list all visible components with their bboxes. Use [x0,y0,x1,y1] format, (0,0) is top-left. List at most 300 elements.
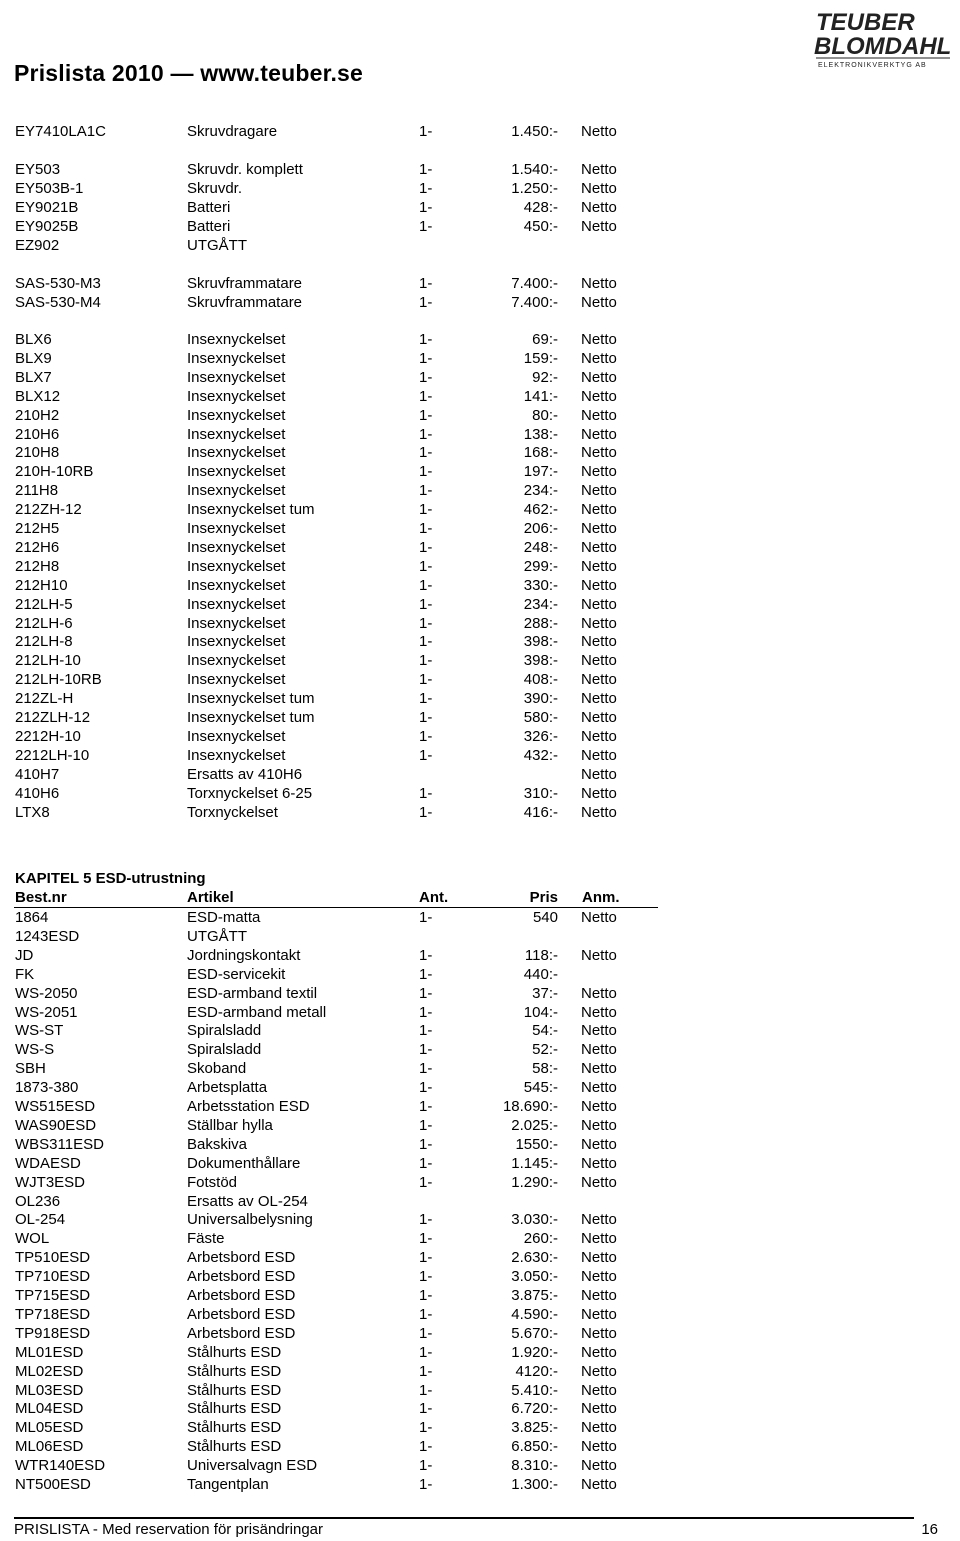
price-cell: 104:- [523,1003,558,1021]
part-number-cell: WBS311ESD [15,1135,104,1153]
price-cell: 37:- [532,984,558,1002]
quantity-cell: 1- [419,1343,433,1361]
part-number-cell: 212LH-10 [15,652,81,670]
article-cell: Arbetsbord ESD [187,1287,296,1304]
note-cell: Netto [581,1079,617,1097]
note-cell: Netto [581,765,617,783]
table-row [0,1324,700,1343]
article-cell: Bakskiva [187,1135,248,1153]
part-number-cell: ML04ESD [15,1400,84,1418]
quantity-cell: 1- [419,1438,433,1456]
article-cell: Insexnyckelset tum [187,501,315,519]
table-row [0,1003,700,1022]
note-cell: Netto [581,1362,617,1380]
article-cell: ESD-armband metall [187,1003,327,1021]
part-number-cell: EY9021B [15,198,79,216]
note-cell: Netto [581,614,617,632]
part-number-cell: 210H-10RB [15,463,94,481]
note-cell: Netto [581,1249,617,1267]
price-cell: 398:- [523,633,558,651]
part-number-cell: SBH [15,1060,46,1078]
article-cell: Insexnyckelset [187,576,286,594]
article-cell: Skruvframmatare [187,293,303,311]
quantity-cell: 1- [419,1305,433,1323]
article-cell: Insexnyckelset [187,482,286,500]
header-pris: Pris [529,889,558,906]
table-row [0,1437,700,1456]
part-number-cell: 211H8 [15,482,59,500]
note-cell: Netto [581,349,617,367]
part-number-cell: WS-2050 [15,984,78,1002]
quantity-cell: 1- [419,1419,433,1437]
logo-tagline: ELEKTRONIKVERKTYG AB [818,62,927,69]
part-number-cell: WAS90ESD [15,1116,97,1134]
quantity-cell: 1- [419,690,433,708]
article-cell: Insexnyckelset [187,368,286,386]
note-cell: Netto [581,1438,617,1456]
table-row [0,1021,700,1040]
quantity-cell: 1- [419,1135,433,1153]
article-cell: ESD-servicekit [187,965,286,983]
article-cell: Insexnyckelset [187,557,286,575]
part-number-cell: 410H7 [15,765,60,783]
note-cell: Netto [581,727,617,745]
note-cell: Netto [581,784,617,802]
article-cell: Arbetsbord ESD [187,1268,296,1286]
table-row [0,368,700,387]
page-number: 16 [921,1521,938,1538]
quantity-cell: 1- [419,576,433,594]
table-row [0,1267,700,1286]
part-number-cell: 410H6 [15,784,60,802]
note-cell: Netto [581,293,617,311]
table-row [0,406,700,425]
part-number-cell: NT500ESD [15,1476,91,1493]
price-cell: 432:- [523,746,558,764]
part-number-cell: 212ZL-H [15,690,74,708]
note-cell: Netto [581,803,617,821]
note-cell: Netto [581,557,617,575]
quantity-cell: 1- [419,746,433,764]
price-cell: 7.400:- [511,275,558,292]
quantity-cell: 1- [419,803,433,821]
quantity-cell: 1- [419,1381,433,1399]
table-row [0,946,700,965]
table-row [0,443,700,462]
note-cell: Netto [581,275,617,292]
article-cell: Universalvagn ESD [187,1457,318,1475]
quantity-cell: 1- [419,179,433,197]
quantity-cell: 1- [419,1173,433,1191]
article-cell: Insexnyckelset [187,463,286,481]
part-number-cell: 1873-380 [15,1079,79,1097]
part-number-cell: OL236 [15,1192,61,1210]
note-cell: Netto [581,1116,617,1134]
note-cell: Netto [581,538,617,556]
part-number-cell: ML05ESD [15,1419,84,1437]
article-cell: Insexnyckelset [187,633,286,651]
article-cell: Spiralsladd [187,1041,262,1059]
note-cell: Netto [581,387,617,405]
part-number-cell: SAS-530-M3 [15,275,101,292]
part-number-cell: 212H6 [15,538,60,556]
part-number-cell: 210H2 [15,406,60,424]
quantity-cell: 1- [419,1116,433,1134]
table-row [0,1059,700,1078]
part-number-cell: 212ZLH-12 [15,709,91,726]
part-number-cell: JD [15,946,34,964]
article-cell: Fotstöd [187,1173,238,1191]
part-number-cell: BLX7 [15,368,52,386]
quantity-cell: 1- [419,1003,433,1021]
note-cell: Netto [581,1154,617,1172]
article-cell: Stålhurts ESD [187,1343,282,1361]
part-number-cell: EY503 [15,161,61,178]
header-ant: Ant. [419,889,449,906]
table-row [0,784,700,803]
quantity-cell: 1- [419,293,433,311]
table-row [0,1418,700,1437]
article-cell: UTGÅTT [187,236,247,254]
quantity-cell: 1- [419,909,433,926]
quantity-cell: 1- [419,387,433,405]
price-cell: 408:- [523,671,558,689]
price-cell: 138:- [523,425,558,443]
part-number-cell: ML03ESD [15,1381,84,1399]
part-number-cell: 1864 [15,909,49,926]
header-best-nr: Best.nr [15,889,67,906]
part-number-cell: WJT3ESD [15,1173,86,1191]
price-cell: 234:- [523,482,558,500]
quantity-cell: 1- [419,123,433,140]
price-cell: 580:- [523,709,558,726]
price-cell: 234:- [523,595,558,613]
table-row [0,965,700,984]
note-cell: Netto [581,1135,617,1153]
article-cell: Skruvdr. komplett [187,161,303,178]
chapter-title: KAPITEL 5 ESD-utrustning [15,870,206,887]
note-cell: Netto [581,946,617,964]
part-number-cell: WS515ESD [15,1098,96,1115]
article-cell: Insexnyckelset [187,444,286,462]
table-row [0,765,700,784]
article-cell: Fäste [187,1230,225,1248]
quantity-cell: 1- [419,1060,433,1078]
header-anm: Anm. [582,889,620,906]
part-number-cell: 210H6 [15,425,60,443]
table-row [0,1173,700,1192]
price-cell: 58:- [532,1060,558,1078]
table-row [0,1229,700,1248]
quantity-cell: 1- [419,520,433,537]
table-row [0,1362,700,1381]
note-cell: Netto [581,1211,617,1229]
quantity-cell: 1- [419,1098,433,1115]
price-cell: 390:- [523,690,558,708]
note-cell: Netto [581,1381,617,1399]
table-row [0,927,700,946]
part-number-cell: WTR140ESD [15,1457,106,1475]
price-cell: 1550:- [515,1135,558,1153]
quantity-cell: 1- [419,984,433,1002]
table-row [0,1116,700,1135]
price-cell: 326:- [523,727,558,745]
quantity-cell: 1- [419,709,433,726]
price-cell: 310:- [523,784,558,802]
note-cell: Netto [581,1457,617,1475]
quantity-cell: 1- [419,557,433,575]
note-cell: Netto [581,179,617,197]
quantity-cell: 1- [419,1154,433,1172]
quantity-cell: 1- [419,501,433,519]
article-cell: Insexnyckelset [187,538,286,556]
part-number-cell: FK [15,965,35,983]
quantity-cell: 1- [419,1457,433,1475]
quantity-cell: 1- [419,1287,433,1304]
quantity-cell: 1- [419,1476,433,1493]
price-cell: 69:- [532,331,558,348]
table-row [0,689,700,708]
price-cell: 299:- [523,557,558,575]
price-cell: 141:- [523,387,558,405]
note-cell: Netto [581,1173,617,1191]
article-cell: ESD-matta [187,909,261,926]
note-cell: Netto [581,198,617,216]
article-cell: Torxnyckelset 6-25 [187,784,313,802]
part-number-cell: EY9025B [15,217,79,235]
part-number-cell: TP510ESD [15,1249,91,1267]
price-cell: 1.290:- [511,1173,558,1191]
table-row [0,1097,700,1116]
price-cell: 3.825:- [511,1419,558,1437]
logo-line2: BLOMDAHL [814,33,952,60]
note-cell: Netto [581,1305,617,1323]
article-cell: Batteri [187,217,231,235]
quantity-cell: 1- [419,444,433,462]
note-cell: Netto [581,406,617,424]
price-cell: 428:- [523,198,558,216]
quantity-cell: 1- [419,671,433,689]
table-row [0,462,700,481]
note-cell: Netto [581,1060,617,1078]
table-row [0,576,700,595]
table-row [0,1286,700,1305]
part-number-cell: EY503B-1 [15,179,84,197]
article-cell: Insexnyckelset [187,652,286,670]
price-cell: 440:- [523,965,558,983]
quantity-cell: 1- [419,1268,433,1286]
quantity-cell: 1- [419,463,433,481]
quantity-cell: 1- [419,406,433,424]
part-number-cell: 212LH-10RB [15,671,102,689]
table-row [0,500,700,519]
article-cell: Tangentplan [187,1476,269,1493]
part-number-cell: ML02ESD [15,1362,84,1380]
table-row [0,1040,700,1059]
note-cell: Netto [581,463,617,481]
note-cell: Netto [581,1041,617,1059]
quantity-cell: 1- [419,275,433,292]
part-number-cell: TP918ESD [15,1324,91,1342]
part-number-cell: 1243ESD [15,927,80,945]
note-cell: Netto [581,331,617,348]
part-number-cell: 212ZH-12 [15,501,82,519]
table-row [0,727,700,746]
article-cell: Skruvframmatare [187,275,303,292]
note-cell: Netto [581,1324,617,1342]
article-cell: Ersatts av 410H6 [187,765,303,783]
article-cell: ESD-armband textil [187,984,318,1002]
note-cell: Netto [581,501,617,519]
part-number-cell: 212LH-5 [15,595,73,613]
quantity-cell: 1- [419,368,433,386]
price-cell: 1.300:- [511,1476,558,1493]
part-number-cell: TP718ESD [15,1305,91,1323]
part-number-cell: OL-254 [15,1211,66,1229]
price-cell: 4120:- [515,1362,558,1380]
part-number-cell: 2212LH-10 [15,746,90,764]
quantity-cell: 1- [419,1022,433,1040]
price-cell: 330:- [523,576,558,594]
price-cell: 288:- [523,614,558,632]
note-cell: Netto [581,1287,617,1304]
table-row [0,557,700,576]
note-cell: Netto [581,671,617,689]
article-cell: Stålhurts ESD [187,1362,282,1380]
price-cell: 6.720:- [511,1400,558,1418]
note-cell: Netto [581,444,617,462]
part-number-cell: ML06ESD [15,1438,84,1456]
price-cell: 4.590:- [511,1305,558,1323]
table-row [0,670,700,689]
article-cell: Insexnyckelset [187,727,286,745]
table-row [0,1475,700,1494]
price-cell: 206:- [523,520,558,537]
quantity-cell: 1- [419,349,433,367]
table-row [0,330,700,349]
quantity-cell: 1- [419,595,433,613]
price-cell: 1.450:- [511,123,558,140]
quantity-cell: 1- [419,652,433,670]
price-cell: 1.145:- [511,1154,558,1172]
table-row [0,349,700,368]
article-cell: UTGÅTT [187,927,247,945]
quantity-cell: 1- [419,727,433,745]
article-cell: Skruvdragare [187,123,278,140]
article-cell: Jordningskontakt [187,946,301,964]
table-row [0,387,700,406]
table-row [0,1135,700,1154]
table-row [0,425,700,444]
price-cell: 8.310:- [511,1457,558,1475]
page-title: Prislista 2010 — www.teuber.se [14,60,364,86]
part-number-cell: 2212H-10 [15,727,81,745]
part-number-cell: LTX8 [15,803,50,821]
note-cell: Netto [581,709,617,726]
quantity-cell: 1- [419,965,433,983]
table-row [0,746,700,765]
table-row [0,1456,700,1475]
price-cell: 159:- [523,349,558,367]
table-row [0,217,700,236]
quantity-cell: 1- [419,1211,433,1229]
table-header [0,888,700,907]
note-cell: Netto [581,1098,617,1115]
part-number-cell: WS-S [15,1041,55,1059]
table-row [0,632,700,651]
table-row [0,481,700,500]
quantity-cell: 1- [419,538,433,556]
part-number-cell: WDAESD [15,1154,81,1172]
part-number-cell: BLX9 [15,349,52,367]
article-cell: Arbetsbord ESD [187,1305,296,1323]
article-cell: Arbetsplatta [187,1079,268,1097]
article-cell: Insexnyckelset [187,520,286,537]
article-cell: Insexnyckelset [187,331,286,348]
article-cell: Arbetsbord ESD [187,1324,296,1342]
price-cell: 5.410:- [511,1381,558,1399]
price-cell: 1.250:- [511,179,558,197]
price-cell: 54:- [532,1022,558,1040]
note-cell: Netto [581,1268,617,1286]
part-number-cell: TP715ESD [15,1287,91,1304]
part-number-cell: EY7410LA1C [15,123,106,140]
price-cell: 3.875:- [511,1287,558,1304]
note-cell: Netto [581,520,617,537]
part-number-cell: SAS-530-M4 [15,293,101,311]
table-row [0,160,700,179]
note-cell: Netto [581,425,617,443]
quantity-cell: 1- [419,161,433,178]
quantity-cell: 1- [419,946,433,964]
price-cell: 7.400:- [511,293,558,311]
article-cell: Arbetsbord ESD [187,1249,296,1267]
article-cell: Skruvdr. [187,179,243,197]
table-row [0,1305,700,1324]
article-cell: Ställbar hylla [187,1116,273,1134]
price-cell: 545:- [523,1079,558,1097]
quantity-cell: 1- [419,425,433,443]
table-row [0,614,700,633]
quantity-cell: 1- [419,198,433,216]
article-cell: Universalbelysning [187,1211,313,1229]
note-cell: Netto [581,482,617,500]
price-cell: 540 [532,909,558,926]
article-cell: Insexnyckelset tum [187,709,315,726]
price-cell: 462:- [523,501,558,519]
article-cell: Stålhurts ESD [187,1400,282,1418]
article-cell: Dokumenthållare [187,1154,301,1172]
price-cell: 6.850:- [511,1438,558,1456]
note-cell: Netto [581,595,617,613]
article-cell: Ersatts av OL-254 [187,1192,308,1210]
article-cell: Batteri [187,198,231,216]
article-cell: Skoband [187,1060,247,1078]
note-cell: Netto [581,1400,617,1418]
part-number-cell: 212H5 [15,520,60,537]
article-cell: Insexnyckelset [187,349,286,367]
note-cell: Netto [581,746,617,764]
quantity-cell: 1- [419,1079,433,1097]
quantity-cell: 1- [419,331,433,348]
price-cell: 1.920:- [511,1343,558,1361]
table-row [0,803,700,822]
note-cell: Netto [581,1022,617,1040]
table-row [0,595,700,614]
table-row [0,236,700,255]
note-cell: Netto [581,161,617,178]
table-row [0,122,700,141]
